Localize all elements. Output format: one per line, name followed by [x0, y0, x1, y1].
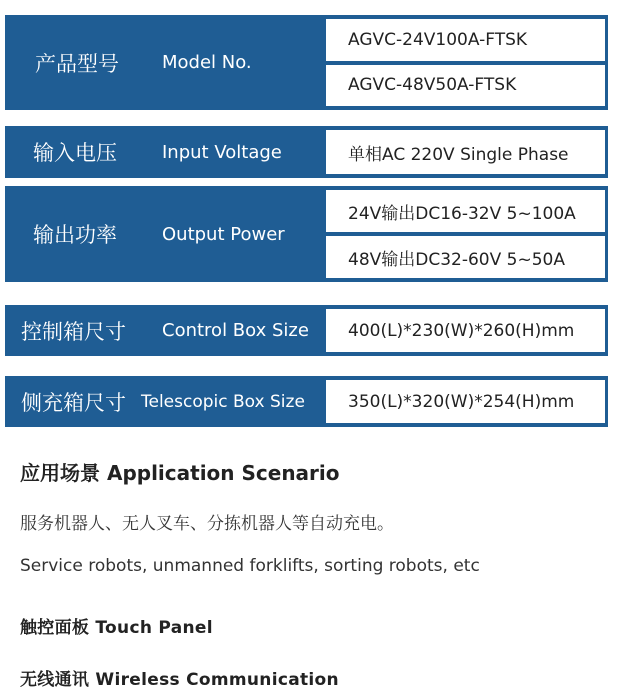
application-heading: 应用场景 Application Scenario: [20, 461, 340, 485]
feature-touch-panel: 触控面板 Touch Panel: [20, 618, 213, 638]
feature-wireless: 无线通讯 Wireless Communication: [20, 670, 339, 690]
spec-value: AGVC-24V100A-FTSK: [326, 19, 605, 61]
spec-value: AGVC-48V50A-FTSK: [326, 65, 605, 107]
spec-values: [326, 19, 605, 106]
spec-label-en: Telescopic Box Size: [141, 391, 305, 412]
spec-label-cn: 输入电压: [33, 141, 117, 165]
spec-value: 单相AC 220V Single Phase: [326, 130, 605, 174]
spec-values: [326, 130, 605, 174]
spec-label-en: Output Power: [162, 223, 285, 245]
spec-value: 400(L)*230(W)*260(H)mm: [326, 309, 605, 352]
spec-values: [326, 309, 605, 352]
spec-label-en: Control Box Size: [162, 320, 309, 341]
spec-value: 48V输出DC32-60V 5~50A: [326, 236, 605, 278]
application-text-en: Service robots, unmanned forklifts, sorting robots, etc: [20, 556, 480, 576]
spec-value: 24V输出DC16-32V 5~100A: [326, 190, 605, 232]
spec-row-telescopic-box: [5, 376, 608, 427]
spec-values: [326, 190, 605, 278]
spec-row-input-voltage: [5, 126, 608, 178]
spec-row-output-power: [5, 186, 608, 282]
spec-values: [326, 380, 605, 423]
spec-label-en: Input Voltage: [162, 141, 282, 163]
spec-label-cn: 控制箱尺寸: [21, 319, 126, 344]
spec-value: 350(L)*320(W)*254(H)mm: [326, 380, 605, 423]
spec-label-cn: 输出功率: [33, 223, 117, 247]
spec-row-model: [5, 15, 608, 110]
application-text-cn: 服务机器人、无人叉车、分拣机器人等自动充电。: [20, 514, 394, 534]
spec-label-cn: 产品型号: [35, 51, 119, 76]
spec-row-control-box: [5, 305, 608, 356]
spec-label-en: Model No.: [162, 52, 252, 73]
spec-label-cn: 侧充箱尺寸: [21, 390, 126, 415]
